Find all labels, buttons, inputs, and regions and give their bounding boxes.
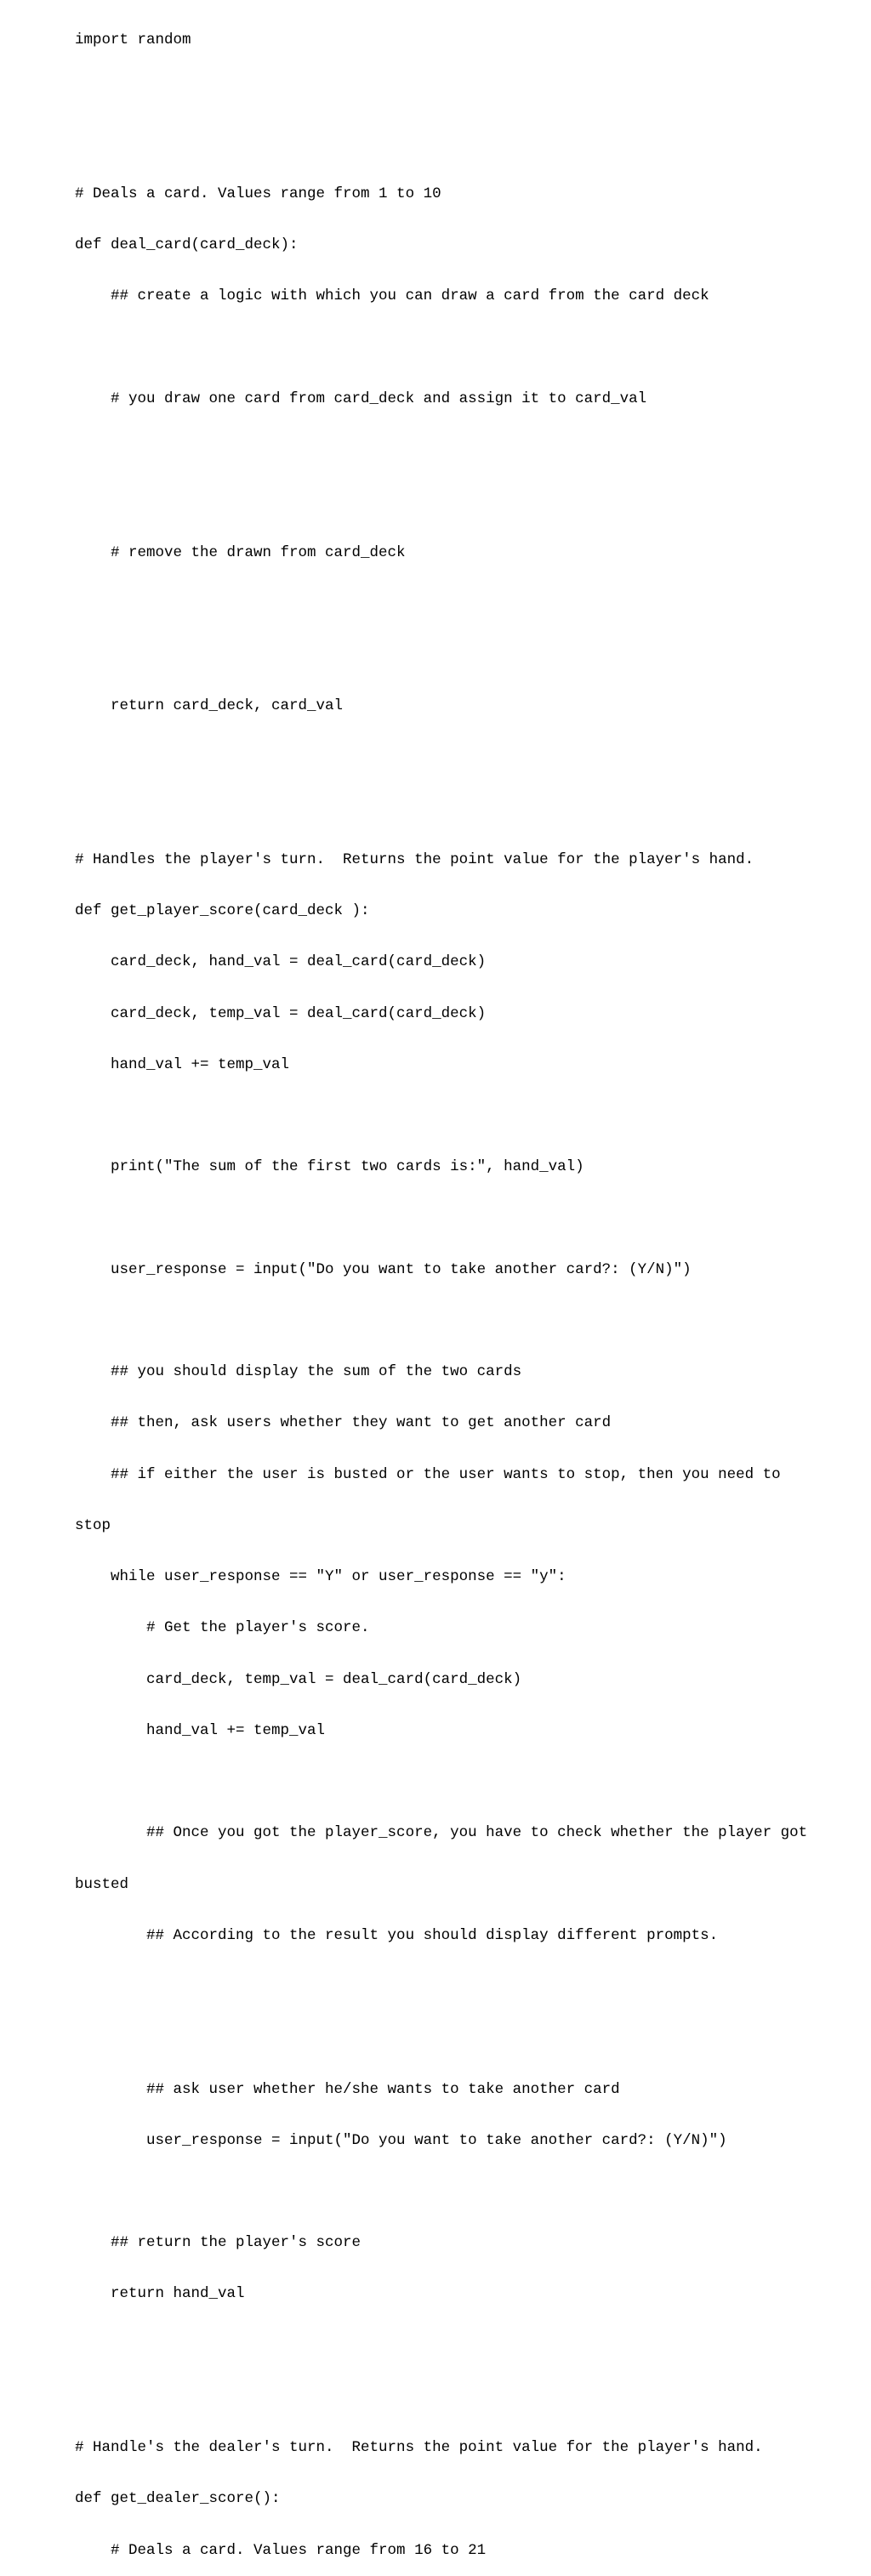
code-line: [75, 2388, 840, 2405]
code-line: [75, 2183, 840, 2200]
code-line: user_response = input("Do you want to take another card?: (Y/N)"): [75, 1260, 692, 1278]
code-line: hand_val += temp_val: [75, 1055, 290, 1073]
code-line: busted: [75, 1875, 129, 1893]
code-line: [75, 134, 840, 151]
code-line: return card_deck, card_val: [75, 697, 344, 715]
code-line: user_response = input("Do you want to take another card?: (Y/N)"): [75, 2131, 727, 2149]
code-line: [75, 82, 840, 100]
code-line: ## ask user whether he/she wants to take another card: [75, 2080, 620, 2098]
code-line: [75, 646, 840, 663]
code-line: # Deals a card. Values range from 16 to 21: [75, 2541, 487, 2559]
code-line: [75, 1312, 840, 1329]
code-line: [75, 441, 840, 458]
code-document: [75, 0, 840, 2576]
code-line: [75, 1978, 840, 1995]
code-line: # Get the player's score.: [75, 1619, 370, 1637]
code-line: card_deck, temp_val = deal_card(card_deck): [75, 1670, 522, 1688]
code-line: [75, 595, 840, 612]
code-line: ## Once you got the player_score, you have to check whether the player got: [75, 1824, 808, 1842]
code-line: # remove the drawn from card_deck: [75, 543, 406, 561]
code-line: ## create a logic with which you can draw a card from the card deck: [75, 287, 709, 305]
code-line: ## then, ask users whether they want to get another card: [75, 1414, 612, 1432]
code-line: # you draw one card from card_deck and assign it to card_val: [75, 390, 647, 407]
code-line: import random: [75, 31, 191, 49]
code-line: ## if either the user is busted or the user wants to stop, then you need to: [75, 1465, 781, 1483]
code-line: # Handles the player's turn. Returns the point value for the player's hand.: [75, 850, 754, 868]
code-line: stop: [75, 1516, 111, 1534]
code-line: ## return the player's score: [75, 2234, 361, 2252]
code-line: hand_val += temp_val: [75, 1721, 326, 1739]
code-line: def get_dealer_score():: [75, 2490, 281, 2508]
code-line: [75, 748, 840, 765]
code-line: [75, 800, 840, 817]
code-line: ## you should display the sum of the two cards: [75, 1363, 522, 1381]
code-line: [75, 1210, 840, 1227]
code-line: card_deck, temp_val = deal_card(card_deck): [75, 1004, 487, 1022]
code-line: ## According to the result you should display different prompts.: [75, 1926, 719, 1944]
code-line: card_deck, hand_val = deal_card(card_deck): [75, 953, 487, 971]
code-line: return hand_val: [75, 2285, 245, 2303]
code-line: # Handle's the dealer's turn. Returns the point value for the player's hand.: [75, 2439, 763, 2457]
code-line: # Deals a card. Values range from 1 to 10: [75, 185, 441, 202]
code-line: [75, 2029, 840, 2046]
code-line: print("The sum of the first two cards is:", hand_val): [75, 1158, 584, 1176]
code-line: [75, 1107, 840, 1124]
code-line: def get_player_score(card_deck ):: [75, 902, 370, 920]
code-line: while user_response == "Y" or user_response == "y":: [75, 1568, 566, 1586]
code-line: [75, 1773, 840, 1790]
code-line: [75, 492, 840, 509]
code-line: [75, 2337, 840, 2354]
code-line: [75, 339, 840, 356]
code-line: def deal_card(card_deck):: [75, 236, 299, 254]
